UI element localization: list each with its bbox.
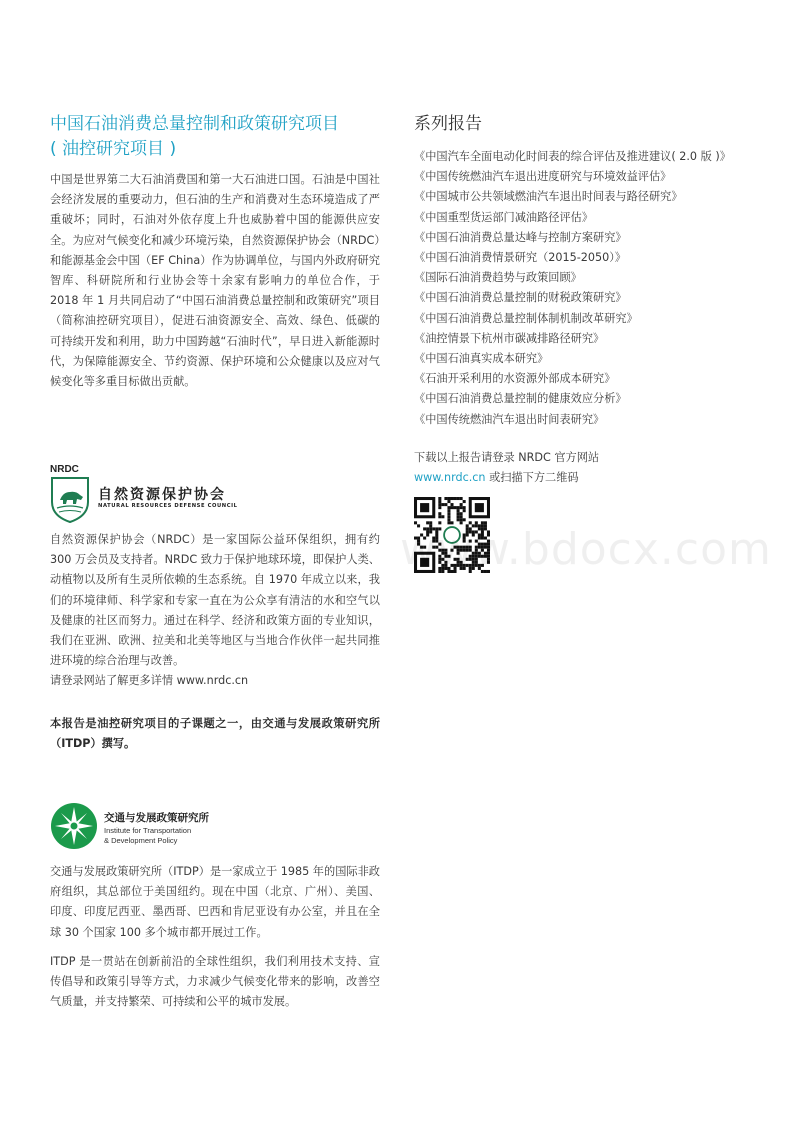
download-line2 <box>414 468 754 488</box>
report-note <box>50 714 380 754</box>
series-section <box>414 112 754 430</box>
nrdc-section <box>50 530 380 692</box>
series-item: 《中国汽车全面电动化时间表的综合评估及推进建议( 2.0 版 )》 <box>414 150 731 163</box>
download-section <box>414 448 754 488</box>
series-item: 《国际石油消费趋势与政策回顾》 <box>414 271 582 285</box>
series-item: 《中国石油消费总量控制体制机制改革研究》 <box>414 311 638 325</box>
itdp-logo-en-line2: & Development Policy <box>104 836 178 845</box>
series-item: 《中国传统燃油汽车退出进度研究与环境效益评估》 <box>414 170 672 184</box>
download-line2-rest: 或扫描下方二维码 <box>485 471 579 485</box>
series-title: 系列报告 <box>414 114 482 134</box>
series-item: 《石油开采利用的水资源外部成本研究》 <box>414 372 616 386</box>
series-item: 《中国传统燃油汽车退出时间表研究》 <box>414 412 605 426</box>
series-item: 《油控情景下杭州市碳减排路径研究》 <box>414 331 605 345</box>
itdp-logo <box>50 802 250 854</box>
series-item: 《中国石油消费总量控制的财税政策研究》 <box>414 291 627 305</box>
download-line1: 下载以上报告请登录 NRDC 官方网站 <box>414 451 600 464</box>
svg-text:NRDC: NRDC <box>50 464 79 475</box>
series-item: 《中国城市公共领域燃油汽车退出时间表与路径研究》 <box>414 190 683 204</box>
nrdc-logo-cn: 自然资源保护协会 <box>98 487 226 503</box>
series-item: 《中国石油消费情景研究（2015-2050）》 <box>414 251 627 265</box>
nrdc-website-line: 请登录网站了解更多详情 www.nrdc.cn <box>50 674 249 688</box>
itdp-description-2: ITDP 是一贯站在创新前沿的全球性组织，我们利用技术支持、宣传倡导和政策引导等方式，力求减少气候变化带来的影响，改善空气质量，并支持繁荣、可持续和公平的城市发展。 <box>50 955 380 1009</box>
project-title-line2: ( 油控研究项目 ) <box>50 139 177 159</box>
itdp-logo-cn: 交通与发展政策研究所 <box>104 812 209 824</box>
itdp-section-2 <box>50 952 380 1013</box>
nrdc-logo-en: NATURAL RESOURCES DEFENSE COUNCIL <box>98 503 238 509</box>
report-note-text: 本报告是油控研究项目的子课题之一，由交通与发展政策研究所（ITDP）撰写。 <box>50 717 380 751</box>
project-title <box>50 112 380 162</box>
project-description: 中国是世界第二大石油消费国和第一大石油进口国。石油是中国社会经济发展的重要动力，但石油的生产和消费对生态环境造成了严重破坏；同时，石油对外依存度上升也威胁着中国的能源供应安全。为应对气候变化和减少环境污染，自然资源保护协会（NRDC）和能源基金会中国（EF China）作为协调单位，与国内外政府研究智库、科研院所和行业协会等十余家有影响力的单位合作，于 2018 年 1 月共同启动了“中国石油消费总量控制和政策研究”项目（简称油控研究项目），促进石油资源安全、高效、绿色、低碳的可持续开发和利用，助力中国跨越“石油时代”，早日进入新能源时代，为保障能源安全、节约资源、保护环境和公众健康以及应对气候变化等多重目标做出贡献。 <box>50 173 380 389</box>
project-section <box>50 112 380 392</box>
itdp-logo-en-line1: Institute for Transportation <box>104 826 192 835</box>
series-item: 《中国石油消费总量达峰与控制方案研究》 <box>414 230 627 244</box>
nrdc-description: 自然资源保护协会（NRDC）是一家国际公益环保组织，拥有约 300 万会员及支持者。NRDC 致力于保护地球环境，即保护人类、动植物以及所有生灵所依赖的生态系统。自 1970 年成立以来，我们的环境律师、科学家和专家一直在为公众享有清洁的水和空气以及健康的社区而努力。通过在科学、经济和政策方面的专业知识，我们在亚洲、欧洲、拉美和北美等地区与当地合作伙伴一起共同推进环境的综合治理与改善。 <box>50 533 380 668</box>
itdp-description-1: 交通与发展政策研究所（ITDP）是一家成立于 1985 年的国际非政府组织，其总部位于美国纽约。现在中国（北京、广州）、美国、印度、印度尼西亚、墨西哥、巴西和肯尼亚设有办公室，并且在全球 30 个国家 100 多个城市都开展过工作。 <box>50 865 380 939</box>
nrdc-website-link[interactable]: www.nrdc.cn <box>414 471 486 485</box>
watermark: www.bdocx.com <box>400 524 772 575</box>
nrdc-logo <box>50 462 240 524</box>
series-list <box>414 147 754 430</box>
series-item: 《中国石油消费总量控制的健康效应分析》 <box>414 392 627 406</box>
itdp-logo-icon <box>50 802 98 850</box>
series-item: 《中国重型货运部门减油路径评估》 <box>414 210 594 224</box>
project-title-line1: 中国石油消费总量控制和政策研究项目 <box>50 114 339 134</box>
series-item: 《中国石油真实成本研究》 <box>414 352 549 366</box>
itdp-section <box>50 862 380 943</box>
